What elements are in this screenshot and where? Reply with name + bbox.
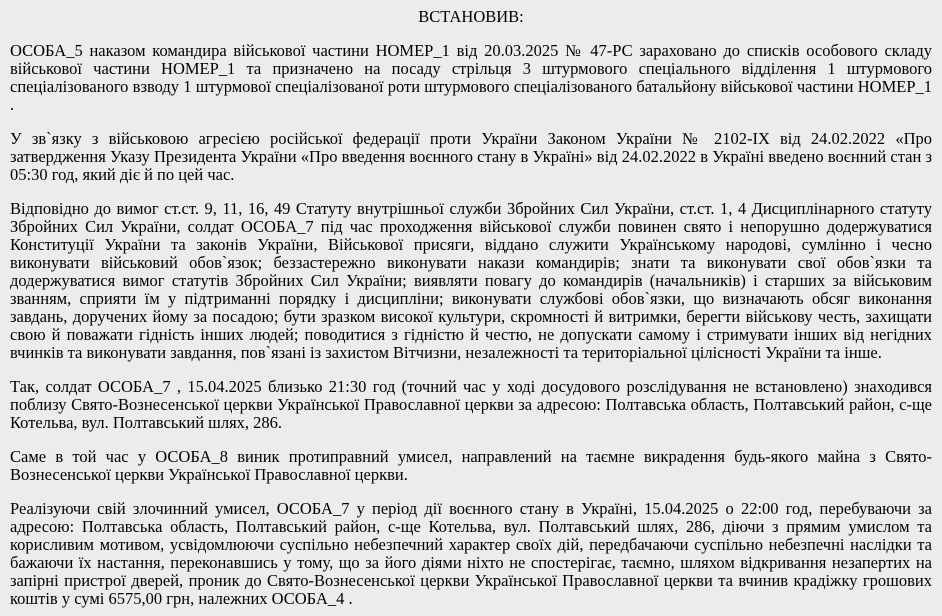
paragraph-theft-description: Реалізуючи свій злочинний умисел, ОСОБА_7 у період дії воєнного стану в Україні, 15.04.2025 о 22:00 год, перебуваючи за адресою: Полтавська область, Полтавський район, с-ще Котельва, вул. Полтавський шлях, 286, діючи з прямим умислом та корисливим мотивом, усвідомлюючи суспільно небезпечний характер своїх дій, передбачаючи суспільно небезпечні наслідки та бажаючи їх настання, переконавшись у тому, що за його діями ніхто не спостерігає, таємно, шляхом відкривання незапертих на запірні пристрої дверей, проник до Свято-Вознесенської церкви Української Православної церкви та вчинив крадіжку грошових коштів у сумі 6575,00 грн, належних ОСОБА_4 .: [10, 499, 932, 608]
document-heading: ВСТАНОВИВ:: [418, 7, 524, 26]
paragraph-location-of-soldier: Так, солдат ОСОБА_7 , 15.04.2025 близько 21:30 год (точний час у ході досудового розслідування не встановлено) знаходився поблизу Свято-Вознесенської церкви Української Православної церкви за адресою: Полтавська область, Полтавський район, с-ще Котельва, вул. Полтавський шлях, 286.: [10, 377, 932, 432]
paragraph-criminal-intent: Саме в той час у ОСОБА_8 виник протиправний умисел, направлений на таємне викрадення будь-якого майна з Свято-Вознесенської церкви Української Православної церкви.: [10, 447, 932, 484]
paragraph-statute-duties: Відповідно до вимог ст.ст. 9, 11, 16, 49 Статуту внутрішньої служби Збройних Сил України, ст.ст. 1, 4 Дисциплінарного статуту Збройних Сил України, солдат ОСОБА_7 під час проходження військової служби повинен свято і непорушно додержуватися Конституції України та законів України, Військової присяги, віддано служити Українському народові, сумлінно і чесно виконувати військовий обов`язок; беззастережно виконувати накази командирів; знати та виконувати свої обов`язки та додержуватися вимог статутів Збройних Сил України; виявляти повагу до командирів (начальників) і старших за військовим званням, сприяти їм у підтриманні порядку і дисципліни; виконувати службові обов`язки, що визначають обсяг виконання завдань, доручених йому за посадою; бути зразком високої культури, скромності й витримки, берегти військову честь, захищати свою й поважати гідність інших людей; поводитися з гідністю й честю, не допускати самому і стримувати інших від негідних вчинків та виконувати завдання, пов`язані із захистом Вітчизни, незалежності та територіальної цілісності України та інше.: [10, 199, 932, 362]
paragraph-enlistment-order: ОСОБА_5 наказом командира військової частини НОМЕР_1 від 20.03.2025 № 47-РС зараховано до списків особового складу військової частини НОМЕР_1 та призначено на посаду стрільця 3 штурмового спеціального відділення 1 штурмового спеціалізованого взводу 1 штурмової спеціалізованої роти штурмового спеціалізованого батальйону військової частини НОМЕР_1 .: [10, 41, 932, 114]
paragraph-martial-law: У зв`язку з військовою агресією російської федерації проти України Законом України № 2102-IX від 24.02.2022 «Про затвердження Указу Президента України «Про введення воєнного стану в Україні» від 24.02.2022 в Україні введено воєнний стан з 05:30 год, який діє й по цей час.: [10, 129, 932, 184]
